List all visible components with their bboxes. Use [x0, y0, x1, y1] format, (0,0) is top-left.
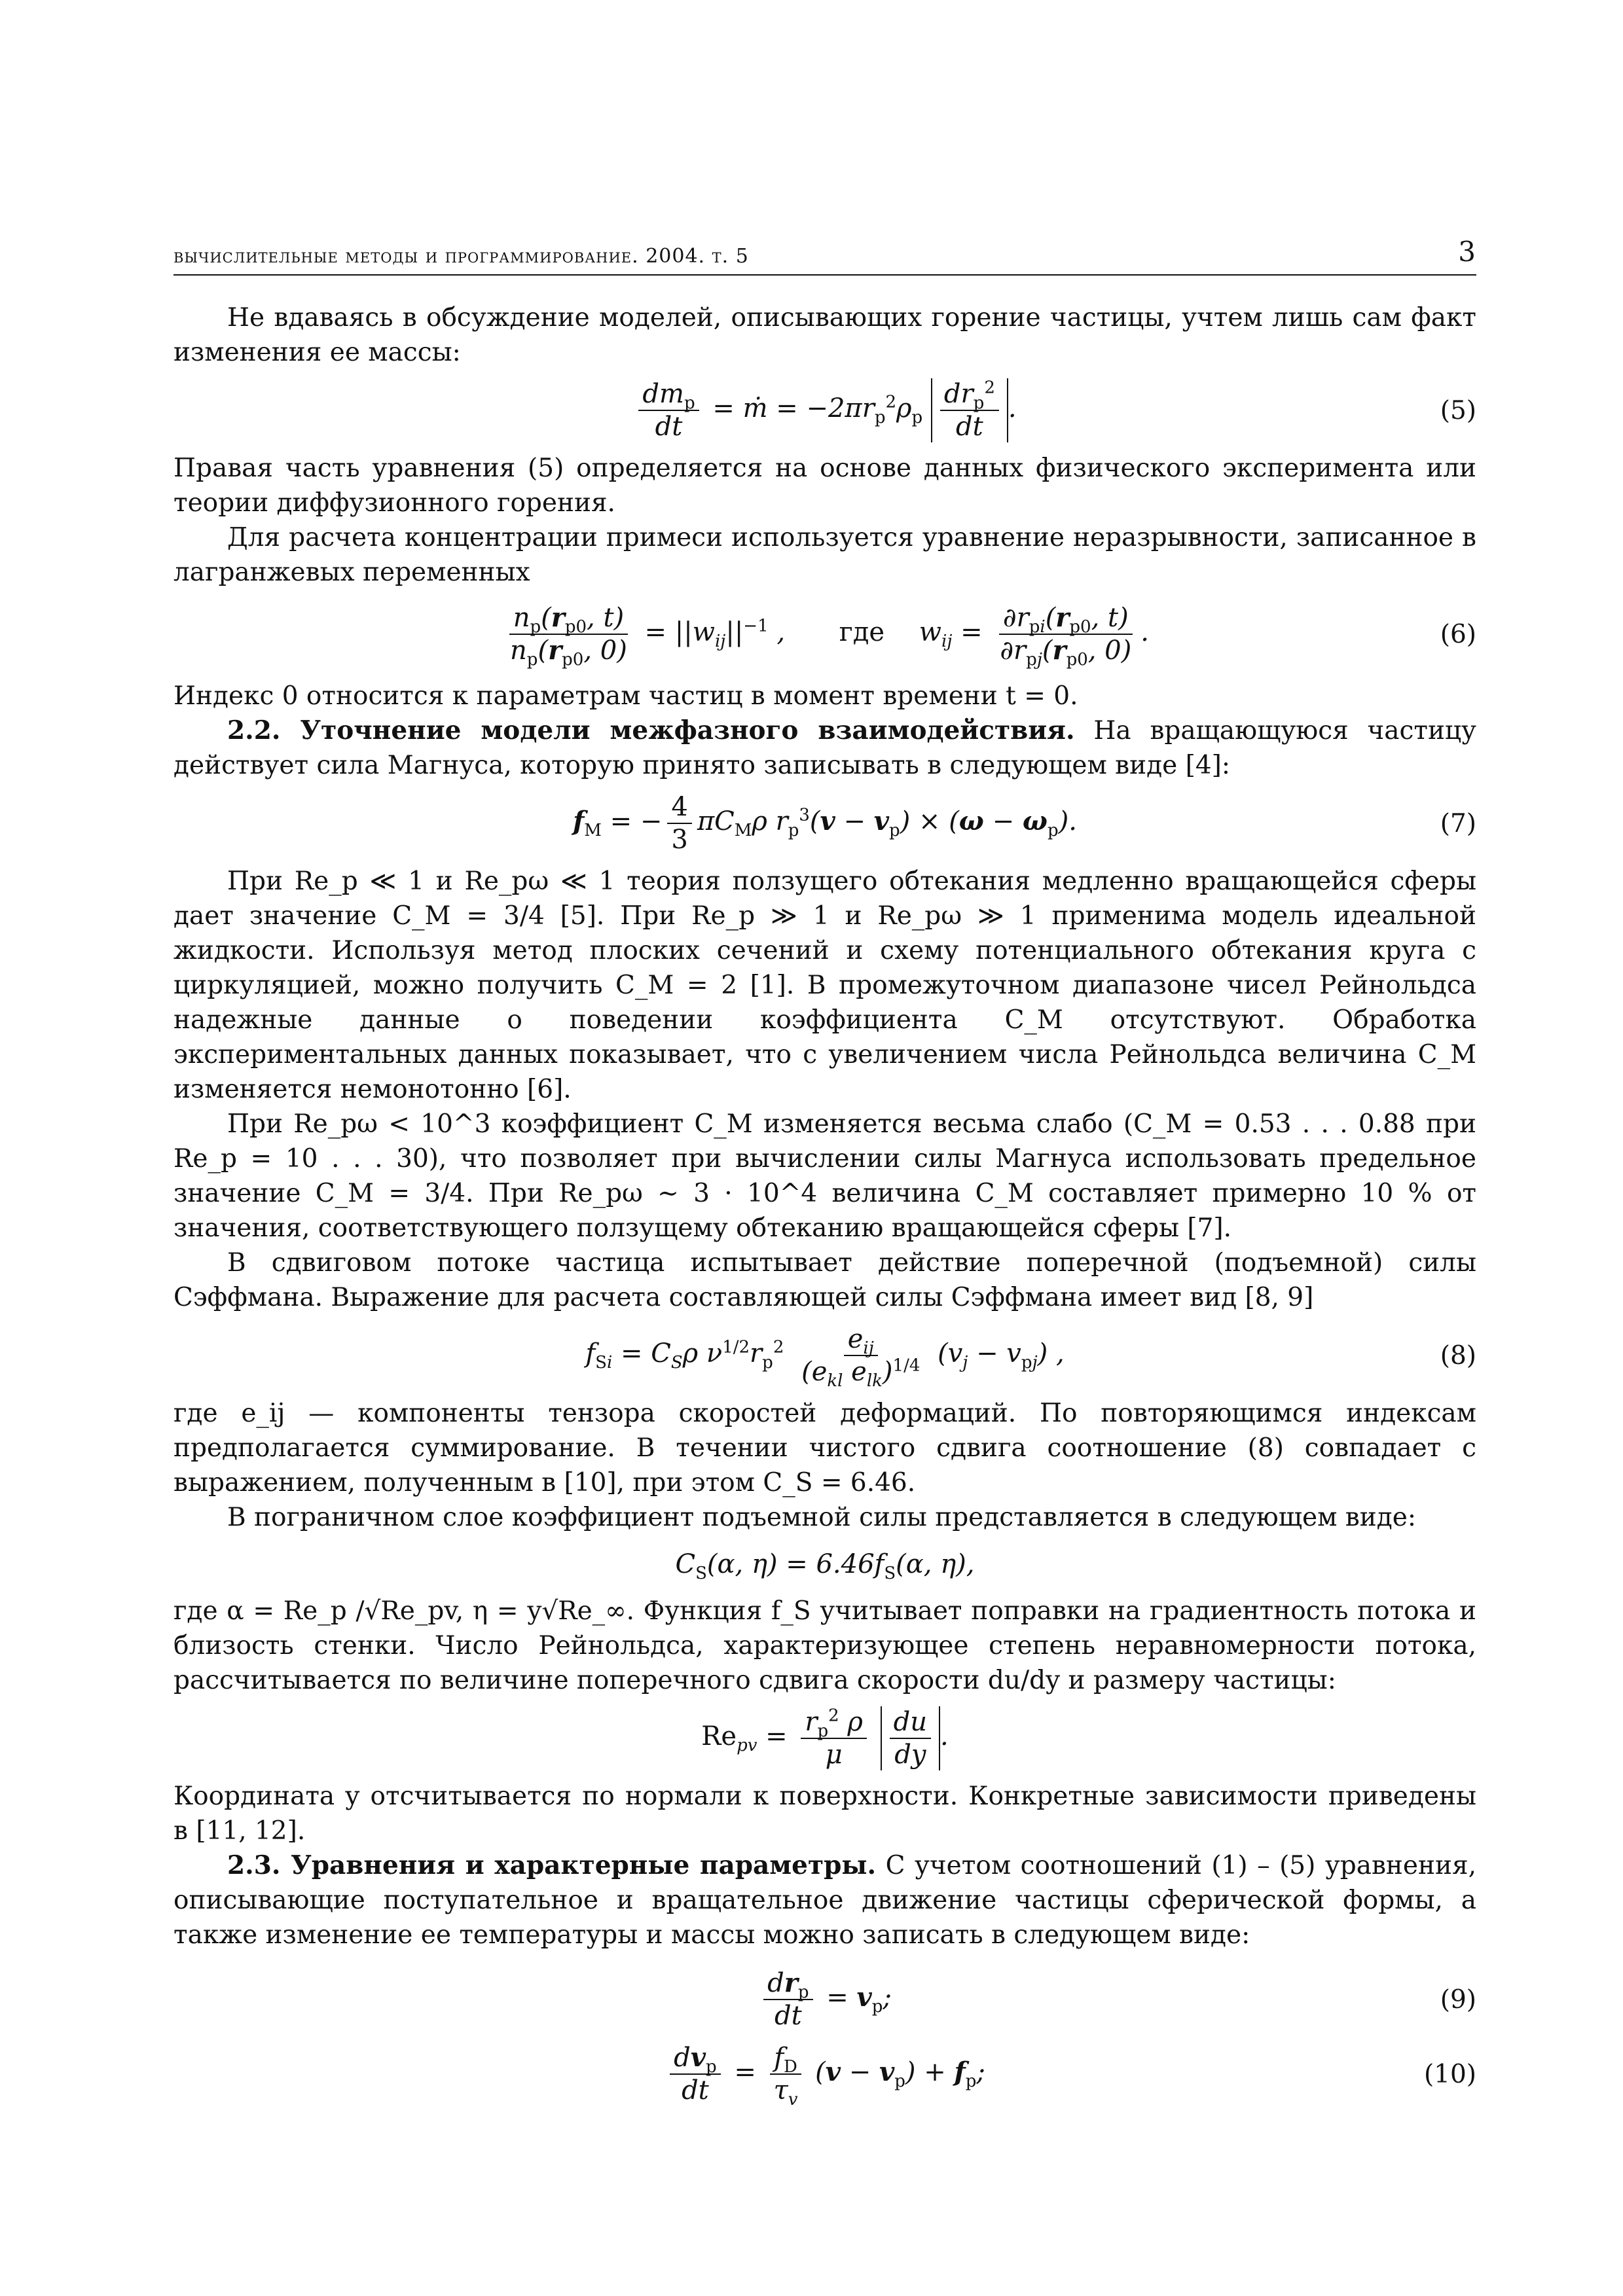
paper-page [173, 236, 1476, 2115]
equation-7-body: $f_M$ = − $\frac{4}{3}$ $\pi C_M\rho$ $r_p^3(v - v_p) \times (\omega - \omega_p)$. [573, 792, 1077, 855]
equation-number: (9) [1440, 1984, 1476, 2015]
section-heading: 2.3. Уравнения и характерные параметры. [227, 1850, 877, 1880]
equation-repv [173, 1704, 1476, 1772]
paragraph-concentration: Для расчета концентрации примеси используется уравнение неразрывности, записанное в лагранжевых переменных [173, 523, 1476, 587]
equation-number: (6) [1440, 619, 1476, 649]
page-number: 3 [1458, 236, 1476, 268]
section-2-3 [173, 1848, 1476, 1952]
section-text: На вращающуюся частицу действует сила Магнуса, которую принято записывать в следующем виде [4]: [173, 716, 1476, 780]
equation-8 [173, 1321, 1476, 1390]
running-title: вычислительные методы и программирование. 2004. т. 5 [173, 245, 749, 268]
equation-6-where: где [839, 617, 885, 647]
equation-number: (8) [1440, 1340, 1476, 1371]
equation-10-body: $\frac{dv_p}{dt}$ = $\frac{f_D}{\tau_v}$ $(v - v_p) + f_p$; [665, 2042, 985, 2106]
equation-number: (7) [1440, 808, 1476, 838]
equation-cs [173, 1541, 1476, 1587]
running-header [173, 236, 1476, 276]
equation-7 [173, 789, 1476, 857]
equation-number: (10) [1423, 2059, 1476, 2089]
equation-9 [173, 1965, 1476, 2034]
paragraph-mass: Не вдаваясь в обсуждение моделей, описывающих горение частицы, учтем лишь сам факт изменения ее массы: [173, 303, 1476, 367]
paragraph-boundary-layer: В пограничном слое коэффициент подъемной силы представляется в следующем виде: [227, 1503, 1416, 1532]
section-text: С учетом соотношений (1) – (5) уравнения, описывающие поступательное и вращательное движение частицы сферической формы, а также изменение ее температуры и массы можно записать в следующем виде: [173, 1851, 1476, 1950]
equation-9-body: $\frac{dr_p}{dt}$ = $v_p$; [758, 1967, 892, 2032]
equation-8-body: $f_{Si} = C_S\rho$ $\nu^{1/2}r_p^2$ $\frac{e_{ij}}{(e_{kl} e_{lk})^{1/4}}$ $(v_j - v_{pj})$ , [585, 1324, 1065, 1391]
paragraph-alpha: где α = Re_p /√Re_pv, η = y√Re_∞. Функция f_S учитывает поправки на градиентность потока и близость стенки. Число Рейнольдса, характеризующее степень неравномерности потока, рассчитывается по величине поперечного сдвига скорости du/dy и размеру частицы: [173, 1596, 1476, 1695]
paragraph-reynolds-2: При Re_pω < 10^3 коэффициент C_M изменяется весьма слабо (C_M = 0.53 . . . 0.88 при Re_p = 10 . . . 30), что позволяет при вычислении силы Магнуса использовать предельное значение C_M = 3/4. При Re_pω ∼ 3 · 10^4 величина C_M составляет примерно 10 % от значения, соответствующего ползущему обтеканию вращающейся сферы [7]. [173, 1109, 1476, 1243]
equation-5-body: $\frac{dm_p}{dt}$ = ṁ = $-2\pi r_p^2\rho_p$ $\frac{dr_p^2}{dt}$ . [633, 378, 1016, 442]
paragraph-right-part: Правая часть уравнения (5) определяется на основе данных физического эксперимента или теории диффузионного горения. [173, 454, 1476, 518]
equation-10 [173, 2040, 1476, 2108]
paragraph-index: Индекс 0 относится к параметрам частиц в момент времени t = 0. [173, 681, 1078, 711]
equation-number: (5) [1440, 395, 1476, 425]
paragraph-eij: где e_ij — компоненты тензора скоростей деформаций. По повторяющимся индексам предполагается суммирование. В течении чистого сдвига соотношение (8) совпадает с выражением, полученным в [10], при этом C_S = 6.46. [173, 1399, 1476, 1498]
equation-cs-body: $C_S(\alpha$, $\eta) = 6.46f_S(\alpha$, η), [675, 1549, 975, 1583]
paragraph-coordinate: Координата y отсчитывается по нормали к поверхности. Конкретные зависимости приведены в [11, 12]. [173, 1782, 1476, 1846]
equation-6 [173, 596, 1476, 672]
paragraph-saffman: В сдвиговом потоке частица испытывает действие поперечной (подъемной) силы Сэффмана. Выражение для расчета составляющей силы Сэффмана имеет вид [8, 9] [173, 1248, 1476, 1312]
equation-repv-body: $Re_{pv}$ = $\frac{r_p^2 \rho}{\mu}$ $\frac{du}{dy}$ . [701, 1706, 949, 1770]
section-heading: 2.2. Уточнение модели межфазного взаимодействия. [227, 715, 1075, 745]
equation-5 [173, 376, 1476, 444]
equation-6-body: $\frac{n_p(r_{p0}, t)}{n_p(r_{p0}, 0)}$ = $||w_{ij}||^{-1}$ , где $w_{ij}$ = $\frac{\partial r_{pi}(r_{p0}, t)}{\partial r_{pj}(r_{p0}, 0)}$ . [510, 602, 1149, 670]
section-2-2 [173, 713, 1476, 783]
paragraph-reynolds-1: При Re_p ≪ 1 и Re_pω ≪ 1 теория ползущего обтекания медленно вращающейся сферы дает значение C_M = 3/4 [5]. При Re_p ≫ 1 и Re_pω ≫ 1 применима модель идеальной жидкости. Используя метод плоских сечений и схему потенциального обтекания круга с циркуляцией, можно получить C_M = 2 [1]. В промежуточном диапазоне чисел Рейнольдса надежные данные о поведении коэффициента C_M отсутствуют. Обработка экспериментальных данных показывает, что с увеличением числа Рейнольдса величина C_M изменяется немонотонно [6]. [173, 867, 1476, 1104]
